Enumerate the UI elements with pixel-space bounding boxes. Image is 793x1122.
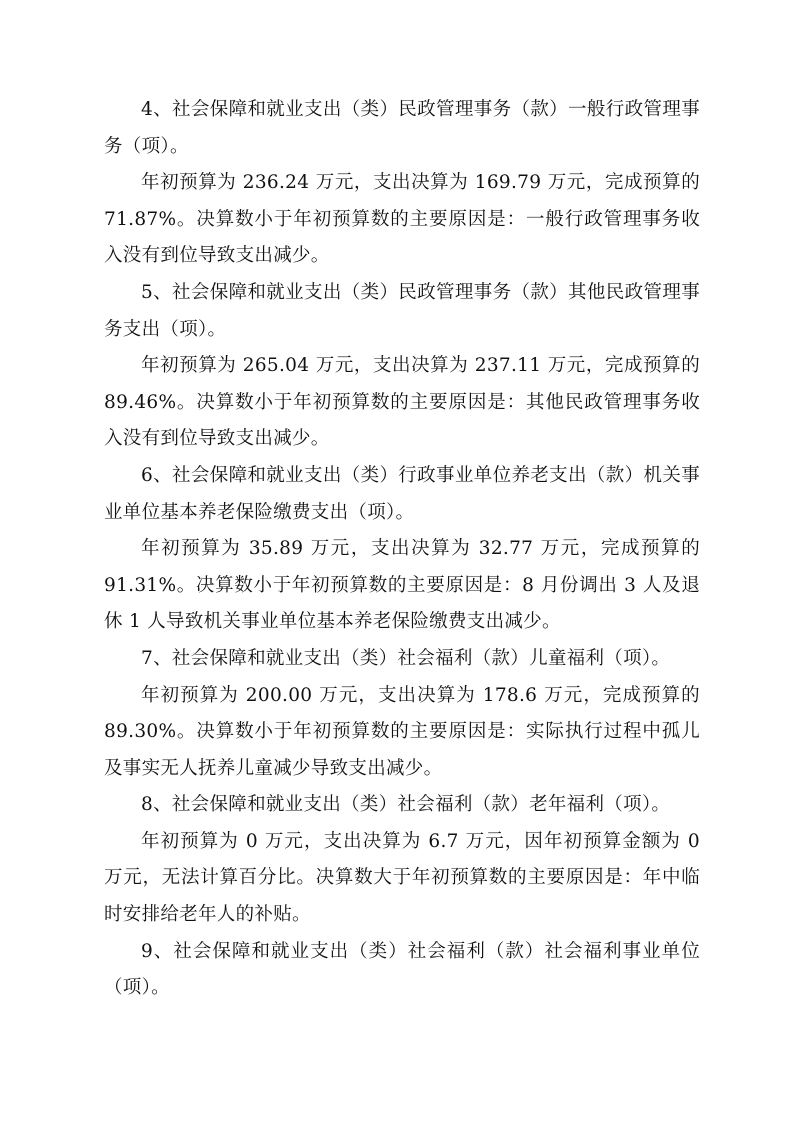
item-detail-7: 年初预算为 200.00 万元，支出决算为 178.6 万元，完成预算的 89.30%。决算数小于年初预算数的主要原因是：实际执行过程中孤儿及事实无人抚养儿童减少导致支出减少。 xyxy=(104,684,700,779)
item-heading-5: 5、社会保障和就业支出（类）民政管理事务（款）其他民政管理事务支出（项）。 xyxy=(104,281,700,340)
item-heading-7: 7、社会保障和就业支出（类）社会福利（款）儿童福利（项）。 xyxy=(141,647,671,669)
document-body xyxy=(104,92,700,1007)
item-detail-4: 年初预算为 236.24 万元，支出决算为 169.79 万元，完成预算的 71.87%。决算数小于年初预算数的主要原因是：一般行政管理事务收入没有到位导致支出减少。 xyxy=(104,172,700,267)
item-heading-9: 9、社会保障和就业支出（类）社会福利（款）社会福利事业单位（项）。 xyxy=(104,940,700,999)
item-heading-4: 4、社会保障和就业支出（类）民政管理事务（款）一般行政管理事务（项）。 xyxy=(104,99,700,157)
item-detail-8: 年初预算为 0 万元，支出决算为 6.7 万元，因年初预算金额为 0 万元，无法计算百分比。决算数大于年初预算数的主要原因是：年中临时安排给老年人的补贴。 xyxy=(104,830,700,926)
item-heading-8: 8、社会保障和就业支出（类）社会福利（款）老年福利（项）。 xyxy=(141,794,671,816)
item-heading-6: 6、社会保障和就业支出（类）行政事业单位养老支出（款）机关事业单位基本养老保险缴费支出（项）。 xyxy=(104,464,700,523)
item-detail-6: 年初预算为 35.89 万元，支出决算为 32.77 万元，完成预算的 91.31%。决算数小于年初预算数的主要原因是：8 月份调出 3 人及退休 1 人导致机关事业单位基本养老保险缴费支出减少。 xyxy=(104,538,700,633)
item-detail-5: 年初预算为 265.04 万元，支出决算为 237.11 万元，完成预算的 89.46%。决算数小于年初预算数的主要原因是：其他民政管理事务收入没有到位导致支出减少。 xyxy=(104,355,700,450)
